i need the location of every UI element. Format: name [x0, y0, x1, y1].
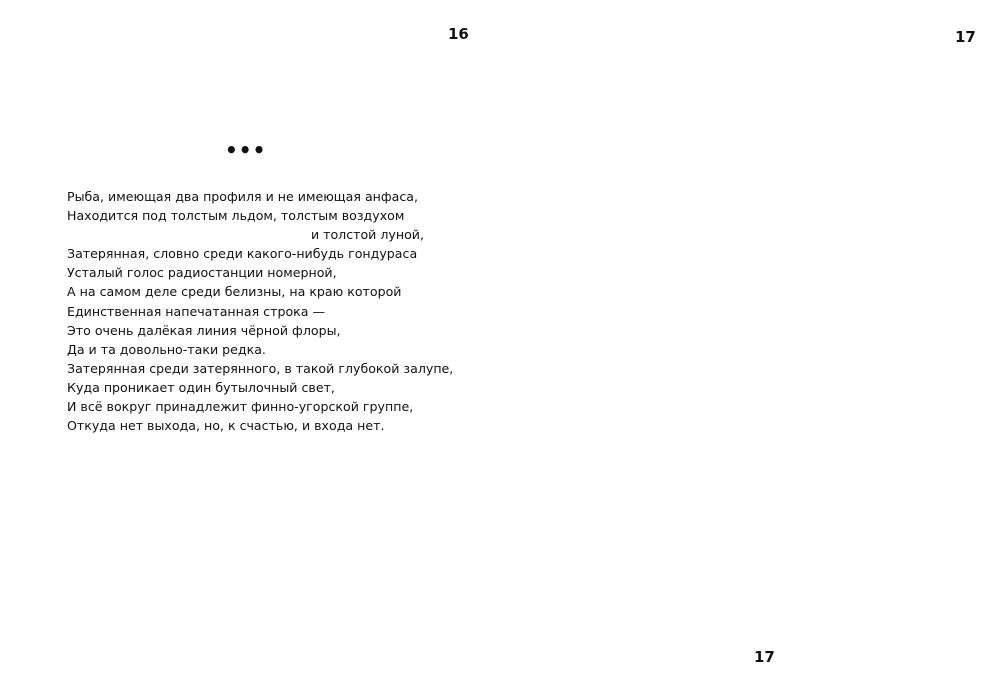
poem-line: Усталый голос радиостанции номерной,	[67, 265, 337, 281]
poem-line: И всё вокруг принадлежит финно-угорской группе,	[67, 399, 414, 415]
page-number-top-right: 17	[955, 28, 976, 46]
poem-line-indented: и толстой луной,	[310, 227, 424, 243]
page-number-top-center: 16	[448, 25, 469, 43]
poem-line: А на самом деле среди белизны, на краю которой	[67, 284, 402, 300]
page-number-bottom: 17	[754, 648, 775, 666]
poem-line: Откуда нет выхода, но, к счастью, и входа нет.	[67, 418, 385, 434]
poem-text	[67, 187, 454, 435]
poem-line: Затерянная среди затерянного, в такой глубокой залупе,	[67, 360, 454, 376]
poem-line: Находится под толстым льдом, толстым воздухом	[67, 208, 405, 224]
poem-line: Рыба, имеющая два профиля и не имеющая анфаса,	[67, 189, 419, 204]
poem-line: Да и та довольно-таки редка.	[67, 341, 266, 357]
section-ornament: •••	[225, 138, 267, 162]
poem-line: Куда проникает один бутылочный свет,	[67, 379, 335, 395]
poem-line: Затерянная, словно среди какого-нибудь гондураса	[67, 246, 418, 262]
poem-line: Это очень далёкая линия чёрной флоры,	[67, 322, 341, 338]
poem-line: Единственная напечатанная строка —	[67, 303, 326, 319]
